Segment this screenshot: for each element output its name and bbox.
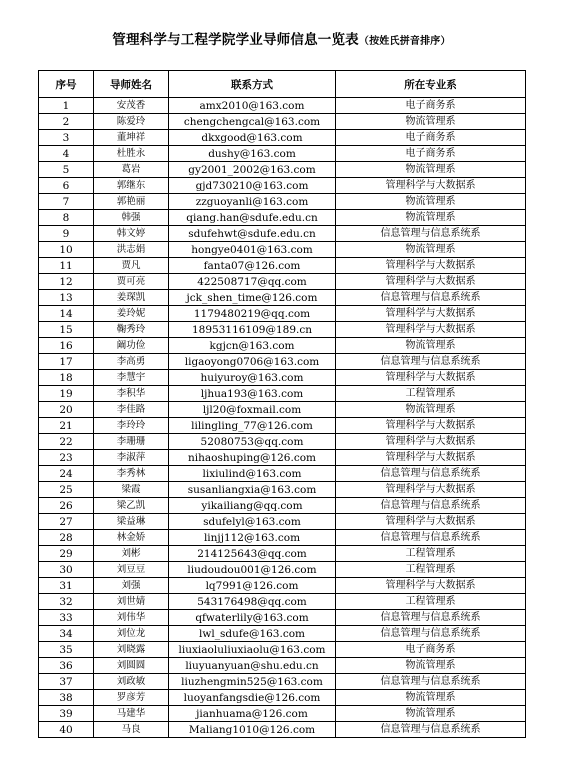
cell-department: 管理科学与大数据系 xyxy=(336,418,526,434)
cell-serial-number: 7 xyxy=(39,194,94,210)
cell-department: 物流管理系 xyxy=(336,402,526,418)
cell-contact-email: kgjcn@163.com xyxy=(169,338,336,354)
cell-advisor-name: 马良 xyxy=(94,722,169,738)
cell-department: 管理科学与大数据系 xyxy=(336,578,526,594)
cell-contact-email: dushy@163.com xyxy=(169,146,336,162)
cell-advisor-name: 李慧宇 xyxy=(94,370,169,386)
cell-advisor-name: 董坤祥 xyxy=(94,130,169,146)
table-row xyxy=(39,466,526,482)
cell-serial-number: 22 xyxy=(39,434,94,450)
cell-advisor-name: 刘彬 xyxy=(94,546,169,562)
cell-contact-email: huiyuroy@163.com xyxy=(169,370,336,386)
cell-advisor-name: 李积华 xyxy=(94,386,169,402)
table-row xyxy=(39,514,526,530)
header-advisor-name: 导师姓名 xyxy=(94,71,169,98)
table-row xyxy=(39,210,526,226)
cell-contact-email: luoyanfangsdie@126.com xyxy=(169,690,336,706)
cell-department: 管理科学与大数据系 xyxy=(336,370,526,386)
cell-contact-email: qiang.han@sdufe.edu.cn xyxy=(169,210,336,226)
table-row xyxy=(39,114,526,130)
header-department: 所在专业系 xyxy=(336,71,526,98)
table-row xyxy=(39,722,526,738)
cell-serial-number: 15 xyxy=(39,322,94,338)
cell-advisor-name: 刘政敏 xyxy=(94,674,169,690)
cell-department: 信息管理与信息系统系 xyxy=(336,354,526,370)
cell-department: 管理科学与大数据系 xyxy=(336,274,526,290)
cell-department: 电子商务系 xyxy=(336,146,526,162)
table-row xyxy=(39,322,526,338)
cell-serial-number: 25 xyxy=(39,482,94,498)
cell-department: 信息管理与信息系统系 xyxy=(336,626,526,642)
cell-contact-email: nihaoshuping@126.com xyxy=(169,450,336,466)
cell-serial-number: 20 xyxy=(39,402,94,418)
table-row xyxy=(39,290,526,306)
cell-contact-email: gy2001_2002@163.com xyxy=(169,162,336,178)
table-row xyxy=(39,418,526,434)
cell-serial-number: 27 xyxy=(39,514,94,530)
cell-department: 电子商务系 xyxy=(336,98,526,114)
cell-advisor-name: 郭继东 xyxy=(94,178,169,194)
cell-serial-number: 33 xyxy=(39,610,94,626)
cell-serial-number: 8 xyxy=(39,210,94,226)
table-row xyxy=(39,386,526,402)
cell-serial-number: 24 xyxy=(39,466,94,482)
cell-department: 物流管理系 xyxy=(336,706,526,722)
advisor-table xyxy=(38,70,526,738)
cell-contact-email: 52080753@qq.com xyxy=(169,434,336,450)
cell-contact-email: ligaoyong0706@163.com xyxy=(169,354,336,370)
cell-department: 电子商务系 xyxy=(336,642,526,658)
cell-advisor-name: 杜胜永 xyxy=(94,146,169,162)
cell-advisor-name: 梁乙凯 xyxy=(94,498,169,514)
cell-department: 工程管理系 xyxy=(336,386,526,402)
cell-contact-email: sdufehwt@sdufe.edu.cn xyxy=(169,226,336,242)
cell-serial-number: 38 xyxy=(39,690,94,706)
cell-advisor-name: 洪志娟 xyxy=(94,242,169,258)
cell-serial-number: 1 xyxy=(39,98,94,114)
header-serial-number: 序号 xyxy=(39,71,94,98)
table-row xyxy=(39,674,526,690)
cell-serial-number: 19 xyxy=(39,386,94,402)
table-row xyxy=(39,546,526,562)
cell-serial-number: 30 xyxy=(39,562,94,578)
title-text: 管理科学与工程学院学业导师信息一览表 xyxy=(112,32,359,48)
table-body xyxy=(39,98,526,738)
cell-advisor-name: 李珊珊 xyxy=(94,434,169,450)
cell-advisor-name: 韩强 xyxy=(94,210,169,226)
cell-advisor-name: 贾凡 xyxy=(94,258,169,274)
table-row xyxy=(39,706,526,722)
cell-contact-email: lilingling_77@126.com xyxy=(169,418,336,434)
table-row xyxy=(39,450,526,466)
table-row xyxy=(39,178,526,194)
cell-department: 物流管理系 xyxy=(336,338,526,354)
table-row xyxy=(39,274,526,290)
cell-advisor-name: 刘世婧 xyxy=(94,594,169,610)
cell-department: 信息管理与信息系统系 xyxy=(336,498,526,514)
cell-department: 信息管理与信息系统系 xyxy=(336,674,526,690)
cell-contact-email: lixiulind@163.com xyxy=(169,466,336,482)
cell-advisor-name: 刘伟华 xyxy=(94,610,169,626)
cell-contact-email: chengchengcal@163.com xyxy=(169,114,336,130)
table-row xyxy=(39,370,526,386)
cell-advisor-name: 马建华 xyxy=(94,706,169,722)
cell-advisor-name: 李高勇 xyxy=(94,354,169,370)
cell-serial-number: 28 xyxy=(39,530,94,546)
cell-serial-number: 9 xyxy=(39,226,94,242)
cell-contact-email: dkxgood@163.com xyxy=(169,130,336,146)
cell-contact-email: 18953116109@189.cn xyxy=(169,322,336,338)
cell-advisor-name: 李秀林 xyxy=(94,466,169,482)
table-row xyxy=(39,690,526,706)
table-row xyxy=(39,594,526,610)
cell-advisor-name: 梁霞 xyxy=(94,482,169,498)
cell-department: 管理科学与大数据系 xyxy=(336,434,526,450)
cell-contact-email: zzguoyanli@163.com xyxy=(169,194,336,210)
cell-serial-number: 21 xyxy=(39,418,94,434)
cell-contact-email: 422508717@qq.com xyxy=(169,274,336,290)
cell-advisor-name: 梁益琳 xyxy=(94,514,169,530)
cell-advisor-name: 刘圆圆 xyxy=(94,658,169,674)
cell-advisor-name: 葛岩 xyxy=(94,162,169,178)
cell-advisor-name: 刘位龙 xyxy=(94,626,169,642)
table-row xyxy=(39,434,526,450)
cell-serial-number: 32 xyxy=(39,594,94,610)
cell-contact-email: 543176498@qq.com xyxy=(169,594,336,610)
cell-advisor-name: 安茂香 xyxy=(94,98,169,114)
cell-contact-email: ljhua193@163.com xyxy=(169,386,336,402)
cell-contact-email: liudoudou001@126.com xyxy=(169,562,336,578)
cell-advisor-name: 罗彦芳 xyxy=(94,690,169,706)
cell-advisor-name: 姜琛凯 xyxy=(94,290,169,306)
table-row xyxy=(39,162,526,178)
document-title xyxy=(0,28,563,48)
cell-contact-email: fanta07@126.com xyxy=(169,258,336,274)
cell-department: 管理科学与大数据系 xyxy=(336,178,526,194)
table-row xyxy=(39,578,526,594)
cell-department: 管理科学与大数据系 xyxy=(336,482,526,498)
cell-contact-email: jianhuama@126.com xyxy=(169,706,336,722)
cell-serial-number: 35 xyxy=(39,642,94,658)
cell-serial-number: 31 xyxy=(39,578,94,594)
cell-contact-email: lq7991@126.com xyxy=(169,578,336,594)
cell-serial-number: 17 xyxy=(39,354,94,370)
title-sort-note: （按姓氏拼音排序） xyxy=(358,36,451,47)
cell-contact-email: amx2010@163.com xyxy=(169,98,336,114)
cell-advisor-name: 郭艳丽 xyxy=(94,194,169,210)
cell-contact-email: liuzhengmin525@163.com xyxy=(169,674,336,690)
cell-department: 物流管理系 xyxy=(336,690,526,706)
cell-serial-number: 6 xyxy=(39,178,94,194)
cell-serial-number: 5 xyxy=(39,162,94,178)
table-row xyxy=(39,658,526,674)
table-row xyxy=(39,498,526,514)
cell-advisor-name: 韩文婷 xyxy=(94,226,169,242)
cell-department: 管理科学与大数据系 xyxy=(336,450,526,466)
cell-serial-number: 34 xyxy=(39,626,94,642)
table-row xyxy=(39,130,526,146)
cell-advisor-name: 李淑萍 xyxy=(94,450,169,466)
cell-serial-number: 26 xyxy=(39,498,94,514)
cell-department: 物流管理系 xyxy=(336,658,526,674)
table-row xyxy=(39,306,526,322)
cell-contact-email: qfwaterlily@163.com xyxy=(169,610,336,626)
cell-contact-email: sdufelyl@163.com xyxy=(169,514,336,530)
table-row xyxy=(39,98,526,114)
cell-serial-number: 11 xyxy=(39,258,94,274)
cell-department: 物流管理系 xyxy=(336,162,526,178)
table-row xyxy=(39,242,526,258)
cell-contact-email: hongye0401@163.com xyxy=(169,242,336,258)
cell-department: 信息管理与信息系统系 xyxy=(336,610,526,626)
header-contact: 联系方式 xyxy=(169,71,336,98)
cell-department: 管理科学与大数据系 xyxy=(336,322,526,338)
cell-serial-number: 14 xyxy=(39,306,94,322)
cell-department: 信息管理与信息系统系 xyxy=(336,722,526,738)
cell-serial-number: 29 xyxy=(39,546,94,562)
cell-department: 管理科学与大数据系 xyxy=(336,258,526,274)
cell-serial-number: 13 xyxy=(39,290,94,306)
cell-contact-email: susanliangxia@163.com xyxy=(169,482,336,498)
cell-department: 工程管理系 xyxy=(336,594,526,610)
table-row xyxy=(39,482,526,498)
table-header-row xyxy=(39,71,526,98)
cell-advisor-name: 阚功俭 xyxy=(94,338,169,354)
cell-advisor-name: 李玲玲 xyxy=(94,418,169,434)
cell-contact-email: linjj112@163.com xyxy=(169,530,336,546)
table-row xyxy=(39,530,526,546)
table-row xyxy=(39,194,526,210)
table-row xyxy=(39,642,526,658)
table-row xyxy=(39,610,526,626)
cell-advisor-name: 姜玲妮 xyxy=(94,306,169,322)
cell-advisor-name: 刘豆豆 xyxy=(94,562,169,578)
cell-contact-email: Maliang1010@126.com xyxy=(169,722,336,738)
table-row xyxy=(39,402,526,418)
cell-advisor-name: 刘晓露 xyxy=(94,642,169,658)
cell-contact-email: liuxiaoluliuxiaolu@163.com xyxy=(169,642,336,658)
table-row xyxy=(39,626,526,642)
cell-advisor-name: 刘强 xyxy=(94,578,169,594)
cell-advisor-name: 陈爱玲 xyxy=(94,114,169,130)
cell-advisor-name: 鞠秀玲 xyxy=(94,322,169,338)
cell-department: 信息管理与信息系统系 xyxy=(336,530,526,546)
cell-serial-number: 39 xyxy=(39,706,94,722)
cell-contact-email: 214125643@qq.com xyxy=(169,546,336,562)
cell-serial-number: 23 xyxy=(39,450,94,466)
cell-department: 管理科学与大数据系 xyxy=(336,306,526,322)
cell-serial-number: 36 xyxy=(39,658,94,674)
cell-advisor-name: 李佳路 xyxy=(94,402,169,418)
cell-department: 工程管理系 xyxy=(336,562,526,578)
cell-serial-number: 4 xyxy=(39,146,94,162)
cell-department: 物流管理系 xyxy=(336,194,526,210)
table-row xyxy=(39,338,526,354)
cell-serial-number: 40 xyxy=(39,722,94,738)
cell-department: 信息管理与信息系统系 xyxy=(336,226,526,242)
cell-contact-email: liuyuanyuan@shu.edu.cn xyxy=(169,658,336,674)
cell-advisor-name: 贾可亮 xyxy=(94,274,169,290)
cell-serial-number: 18 xyxy=(39,370,94,386)
cell-department: 物流管理系 xyxy=(336,114,526,130)
cell-department: 信息管理与信息系统系 xyxy=(336,466,526,482)
cell-advisor-name: 林金娇 xyxy=(94,530,169,546)
cell-serial-number: 37 xyxy=(39,674,94,690)
cell-contact-email: lwl_sdufe@163.com xyxy=(169,626,336,642)
cell-serial-number: 12 xyxy=(39,274,94,290)
cell-department: 信息管理与信息系统系 xyxy=(336,290,526,306)
cell-department: 物流管理系 xyxy=(336,242,526,258)
cell-contact-email: 1179480219@qq.com xyxy=(169,306,336,322)
cell-contact-email: gjd730210@163.com xyxy=(169,178,336,194)
cell-serial-number: 3 xyxy=(39,130,94,146)
cell-department: 管理科学与大数据系 xyxy=(336,514,526,530)
cell-serial-number: 2 xyxy=(39,114,94,130)
table-row xyxy=(39,226,526,242)
table-row xyxy=(39,562,526,578)
cell-contact-email: ljl20@foxmail.com xyxy=(169,402,336,418)
cell-serial-number: 10 xyxy=(39,242,94,258)
table-row xyxy=(39,258,526,274)
table-row xyxy=(39,146,526,162)
cell-department: 电子商务系 xyxy=(336,130,526,146)
cell-department: 工程管理系 xyxy=(336,546,526,562)
cell-contact-email: yikailiang@qq.com xyxy=(169,498,336,514)
cell-department: 物流管理系 xyxy=(336,210,526,226)
table-row xyxy=(39,354,526,370)
cell-contact-email: jck_shen_time@126.com xyxy=(169,290,336,306)
cell-serial-number: 16 xyxy=(39,338,94,354)
